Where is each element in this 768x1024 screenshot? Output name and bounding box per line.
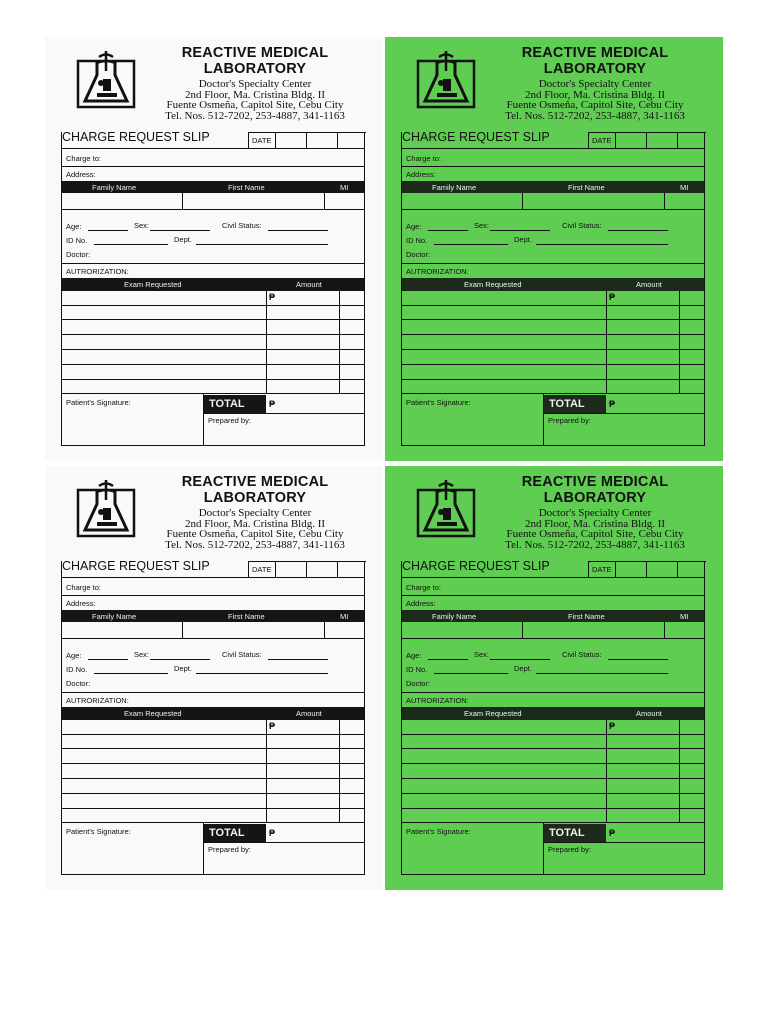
mi-label: MI [680, 612, 689, 621]
form-title: CHARGE REQUEST SLIP [62, 130, 210, 144]
family-name-label: Family Name [432, 183, 477, 192]
exam-requested-label: Exam Requested [124, 709, 182, 718]
peso-sign: ₱ [609, 292, 616, 302]
age-label: Age: [406, 222, 422, 231]
total-peso-sign: ₱ [609, 399, 616, 409]
signature-block[interactable] [402, 394, 543, 445]
age-label: Age: [406, 651, 422, 660]
form-title: CHARGE REQUEST SLIP [402, 130, 550, 144]
first-name-label: First Name [228, 183, 265, 192]
lab-address-2: 2nd Floor, Ma. Cristina Bldg. II [184, 88, 326, 101]
laboratory-logo-icon [75, 49, 137, 111]
sex-label: Sex: [134, 650, 150, 659]
laboratory-logo-icon [415, 478, 477, 540]
age-label: Age: [66, 651, 82, 660]
address-field[interactable] [402, 167, 704, 181]
form-title-row [402, 561, 704, 578]
lab-address-1: Doctor's Specialty Center [538, 78, 652, 90]
prepared-by-label: Prepared by: [208, 416, 251, 425]
exam-table[interactable] [62, 291, 364, 394]
lab-name: REACTIVE MEDICAL [521, 474, 669, 490]
name-entry-row[interactable] [402, 193, 704, 210]
exam-table[interactable] [402, 720, 704, 823]
exam-requested-label: Exam Requested [464, 709, 522, 718]
charge-slip-green-top [385, 37, 723, 461]
lab-address-3: Fuente Osmeña, Capitol Site, Cebu City [166, 99, 344, 111]
dept-label: Dept. [514, 235, 532, 244]
amount-label: Amount [296, 709, 322, 718]
date-label: DATE [592, 136, 612, 145]
date-field[interactable] [248, 132, 366, 149]
id-no-label: ID No. [406, 665, 428, 674]
total-label: TOTAL [204, 395, 266, 413]
address-field[interactable] [62, 167, 364, 181]
lab-header [145, 474, 365, 550]
patient-signature-label: Patient's Signature: [66, 827, 131, 836]
lab-name: REACTIVE MEDICAL [521, 45, 669, 61]
charge-request-form [401, 561, 705, 875]
sex-label: Sex: [474, 650, 490, 659]
total-peso-sign: ₱ [609, 828, 616, 838]
date-field[interactable] [588, 132, 706, 149]
lab-address-1: Doctor's Specialty Center [198, 507, 312, 519]
authorization-field[interactable] [402, 693, 704, 707]
address-label: Address: [66, 599, 96, 608]
name-header-bar [62, 181, 364, 193]
charge-to-label: Charge to: [406, 583, 442, 592]
authorization-label: AUTRORIZATION: [406, 267, 469, 276]
exam-table[interactable] [402, 291, 704, 394]
dept-label: Dept. [174, 664, 192, 673]
civil-status-label: Civil Status: [562, 221, 602, 230]
date-label: DATE [252, 565, 272, 574]
id-no-label: ID No. [406, 236, 428, 245]
patient-info-block[interactable] [402, 210, 704, 264]
prepared-by-label: Prepared by: [208, 845, 251, 854]
civil-status-label: Civil Status: [562, 650, 602, 659]
doctor-label: Doctor: [66, 679, 91, 688]
exam-requested-label: Exam Requested [464, 280, 522, 289]
patient-signature-label: Patient's Signature: [406, 827, 471, 836]
patient-signature-label: Patient's Signature: [406, 398, 471, 407]
lab-telephone: Tel. Nos. 512-7202, 253-4887, 341-1163 [505, 538, 685, 551]
lab-address-2: 2nd Floor, Ma. Cristina Bldg. II [524, 517, 666, 530]
form-title-row [402, 132, 704, 149]
charge-request-form [61, 561, 365, 875]
lab-header [145, 45, 365, 121]
lab-name-2: LABORATORY [543, 61, 647, 77]
exam-header-bar [62, 707, 364, 720]
id-no-label: ID No. [66, 236, 88, 245]
name-entry-row[interactable] [62, 622, 364, 639]
charge-to-label: Charge to: [406, 154, 442, 163]
lab-header [485, 45, 705, 121]
amount-label: Amount [636, 709, 662, 718]
total-peso-sign: ₱ [269, 399, 276, 409]
lab-telephone: Tel. Nos. 512-7202, 253-4887, 341-1163 [505, 109, 685, 122]
authorization-field[interactable] [402, 264, 704, 278]
patient-info-block[interactable] [62, 639, 364, 693]
charge-to-field[interactable] [62, 149, 364, 167]
form-title: CHARGE REQUEST SLIP [62, 559, 210, 573]
charge-request-form [61, 132, 365, 446]
date-label: DATE [252, 136, 272, 145]
date-field[interactable] [248, 561, 366, 578]
total-label: TOTAL [544, 824, 606, 842]
mi-label: MI [680, 183, 689, 192]
name-header-bar [402, 610, 704, 622]
name-entry-row[interactable] [62, 193, 364, 210]
lab-address-1: Doctor's Specialty Center [538, 507, 652, 519]
doctor-label: Doctor: [66, 250, 91, 259]
form-title-row [62, 561, 364, 578]
address-label: Address: [406, 599, 436, 608]
lab-name: REACTIVE MEDICAL [181, 45, 329, 61]
mi-label: MI [340, 612, 349, 621]
peso-sign: ₱ [269, 721, 276, 731]
patient-signature-label: Patient's Signature: [66, 398, 131, 407]
mi-label: MI [340, 183, 349, 192]
authorization-label: AUTRORIZATION: [406, 696, 469, 705]
exam-header-bar [402, 278, 704, 291]
authorization-label: AUTRORIZATION: [66, 267, 129, 276]
date-label: DATE [592, 565, 612, 574]
lab-address-2: 2nd Floor, Ma. Cristina Bldg. II [184, 517, 326, 530]
dept-label: Dept. [514, 664, 532, 673]
charge-to-field[interactable] [402, 149, 704, 167]
sex-label: Sex: [474, 221, 490, 230]
lab-name-2: LABORATORY [543, 490, 647, 506]
signature-block[interactable] [62, 823, 203, 874]
form-title-row [62, 132, 364, 149]
authorization-field[interactable] [62, 693, 364, 707]
lab-telephone: Tel. Nos. 512-7202, 253-4887, 341-1163 [165, 538, 345, 551]
doctor-label: Doctor: [406, 250, 431, 259]
lab-address-3: Fuente Osmeña, Capitol Site, Cebu City [506, 528, 684, 540]
address-label: Address: [406, 170, 436, 179]
prepared-by-field[interactable] [544, 414, 704, 445]
prepared-by-field[interactable] [204, 843, 364, 874]
lab-telephone: Tel. Nos. 512-7202, 253-4887, 341-1163 [165, 109, 345, 122]
name-entry-row[interactable] [402, 622, 704, 639]
charge-slip-green-bottom [385, 466, 723, 890]
patient-info-block[interactable] [402, 639, 704, 693]
lab-address-3: Fuente Osmeña, Capitol Site, Cebu City [506, 99, 684, 111]
charge-request-form [401, 132, 705, 446]
prepared-by-field[interactable] [204, 414, 364, 445]
name-header-bar [62, 610, 364, 622]
address-label: Address: [66, 170, 96, 179]
lab-header [485, 474, 705, 550]
charge-to-label: Charge to: [66, 583, 102, 592]
signature-block[interactable] [402, 823, 543, 874]
address-field[interactable] [402, 596, 704, 610]
exam-header-bar [402, 707, 704, 720]
total-label: TOTAL [204, 824, 266, 842]
first-name-label: First Name [568, 183, 605, 192]
signature-block[interactable] [62, 394, 203, 445]
name-header-bar [402, 181, 704, 193]
peso-sign: ₱ [269, 292, 276, 302]
peso-sign: ₱ [609, 721, 616, 731]
family-name-label: Family Name [92, 612, 137, 621]
charge-to-label: Charge to: [66, 154, 102, 163]
family-name-label: Family Name [432, 612, 477, 621]
civil-status-label: Civil Status: [222, 650, 262, 659]
prepared-by-field[interactable] [544, 843, 704, 874]
civil-status-label: Civil Status: [222, 221, 262, 230]
amount-label: Amount [296, 280, 322, 289]
family-name-label: Family Name [92, 183, 137, 192]
lab-name-2: LABORATORY [203, 61, 307, 77]
patient-info-block[interactable] [62, 210, 364, 264]
prepared-by-label: Prepared by: [548, 845, 591, 854]
amount-label: Amount [636, 280, 662, 289]
first-name-label: First Name [568, 612, 605, 621]
dept-label: Dept. [174, 235, 192, 244]
date-field[interactable] [588, 561, 706, 578]
laboratory-logo-icon [75, 478, 137, 540]
sex-label: Sex: [134, 221, 150, 230]
exam-table[interactable] [62, 720, 364, 823]
doctor-label: Doctor: [406, 679, 431, 688]
form-title: CHARGE REQUEST SLIP [402, 559, 550, 573]
prepared-by-label: Prepared by: [548, 416, 591, 425]
first-name-label: First Name [228, 612, 265, 621]
charge-to-field[interactable] [62, 578, 364, 596]
lab-address-1: Doctor's Specialty Center [198, 78, 312, 90]
authorization-label: AUTRORIZATION: [66, 696, 129, 705]
lab-name: REACTIVE MEDICAL [181, 474, 329, 490]
lab-address-3: Fuente Osmeña, Capitol Site, Cebu City [166, 528, 344, 540]
total-label: TOTAL [544, 395, 606, 413]
age-label: Age: [66, 222, 82, 231]
laboratory-logo-icon [415, 49, 477, 111]
lab-address-2: 2nd Floor, Ma. Cristina Bldg. II [524, 88, 666, 101]
charge-slip-white-bottom [45, 466, 383, 890]
charge-to-field[interactable] [402, 578, 704, 596]
id-no-label: ID No. [66, 665, 88, 674]
exam-header-bar [62, 278, 364, 291]
lab-name-2: LABORATORY [203, 490, 307, 506]
authorization-field[interactable] [62, 264, 364, 278]
exam-requested-label: Exam Requested [124, 280, 182, 289]
total-peso-sign: ₱ [269, 828, 276, 838]
charge-slip-white-top [45, 37, 383, 461]
address-field[interactable] [62, 596, 364, 610]
